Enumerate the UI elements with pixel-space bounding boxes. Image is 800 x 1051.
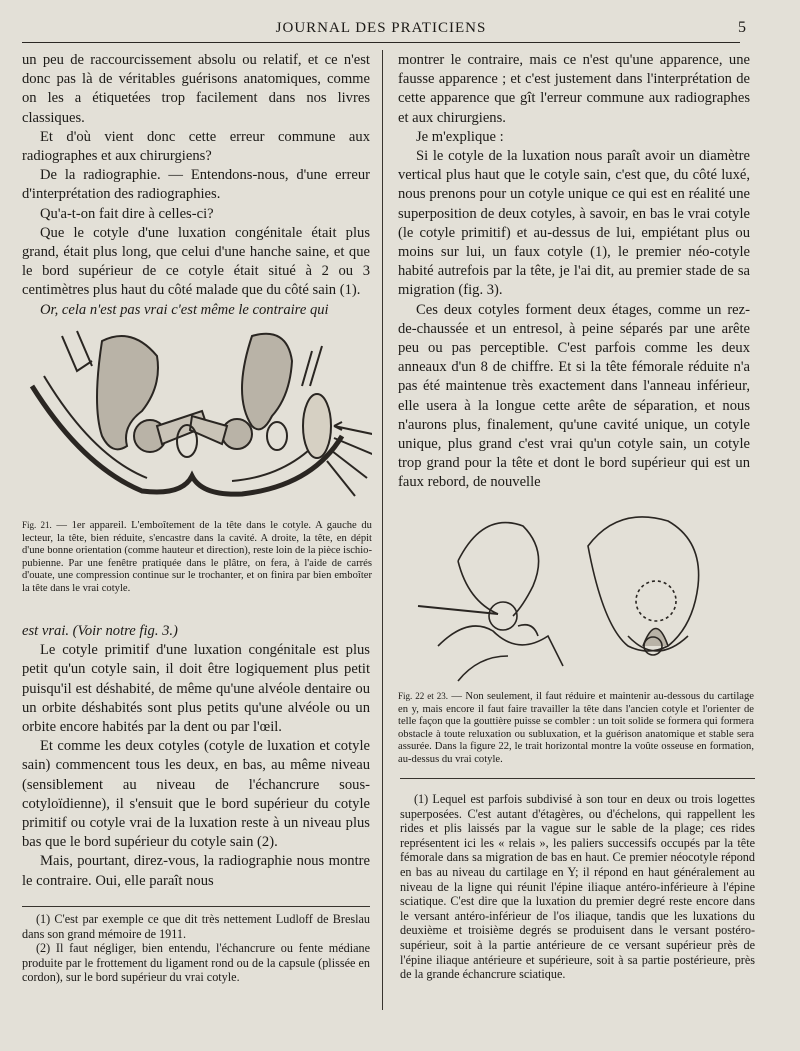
figure-21-caption <box>22 519 372 596</box>
paragraph: montrer le contraire, mais ce n'est qu'une apparence, une fausse apparence ; et c'est justement dans l'interprétation de cette apparence que gît l'erreur commune aux radiographes et aux chirurgiens. <box>398 52 750 126</box>
paragraph: Et d'où vient donc cette erreur commune aux radiographes et aux chirurgiens? <box>22 128 370 165</box>
caption-text: — 1er appareil. L'emboîtement de la tête dans le cotyle. A gauche du lecteur, la tête, bien réduite, s'encastre dans la cavité. A droite, la tête, en dépit d'une bonne orientation (comme hauteur et direction), reste loin de la pièce ischio-pubienne. Par une fenêtre pratiquée dans le plâtre, on fera, à l'aide de carrés d'ouate, une compression continue sur le trochanter, et on finira par bien emboîter la tête dans le vrai cotyle. <box>22 520 372 594</box>
footnote: (1) Lequel est parfois subdivisé à son tour en deux ou trois logettes superposées. C'est autant d'étagères, ou d'échelons, qui rappellent les rides et plis laissés par la vague sur le sable de la plage; ces rides représentent ici les « relais », les paliers successifs occupés par la tête fémorale dans sa migration de bas en haut. Ce premier néocotyle répond en bas au niveau du cartilage en Y; il répond en haut généralement au niveau de la ligne qui réunit l'épine iliaque antéro-inférieure à l'épine sciatique. C'est dire que la luxation du premier degré reste encore dans le versant antéro-inférieur de l'os iliaque, tandis que les luxations du deuxième et troisième degrés se produisent dans le versant postéro-supérieur, soit à la partie antérieure de ce versant supérieur près de l'épine iliaque antérieure et supérieure, soit à sa partie postérieure, près de la grande échancrure sciatique. <box>400 792 755 982</box>
page-header <box>22 16 746 42</box>
paragraph: Ces deux cotyles forment deux étages, comme un rez-de-chaussée et un entresol, à peine séparés par une arête peu ou pas perceptible. C'est parfois comme les deux anneaux d'un 8 de chiffre. Et si la tête fémorale réduite n'a pas été maintenue très exactement dans l'anneau inférieur, elle usera à la longue cette arête de séparation, et nous n'aurons plus, finalement, qu'une cavité unique, un cotyle unique, plus grand c'est vrai qu'un cotyle sain, un cotyle trop grand pour la tête et dont le bord supérieur qui est un faux rebord, de nouvelle <box>398 301 750 491</box>
left-column-bottom <box>22 622 370 891</box>
paragraph: Et comme les deux cotyles (cotyle de luxation et cotyle sain) commencent tous les deux, en bas, au même niveau (sensiblement au niveau de l'échancrure sous-cotyloïdienne), il s'ensuit que le bord supérieur du cotyle primitif ou cotyle vrai de la luxation reste à un niveau plus bas que le bord supérieur du cotyle sain (2). <box>22 738 370 851</box>
right-column-top <box>398 51 750 493</box>
footnote-rule <box>22 906 370 907</box>
figure-22-23-illustration <box>398 506 758 691</box>
paragraph: Qu'a-t-on fait dire à celles-ci? <box>40 205 214 222</box>
paragraph: De la radiographie. — Entendons-nous, d'une erreur d'interprétation des radiographies. <box>22 167 370 203</box>
paragraph: Je m'explique : <box>416 128 504 145</box>
figure-label: Fig. 21. <box>22 520 52 530</box>
hip-joint-drawings <box>398 506 758 686</box>
left-column-top <box>22 51 370 320</box>
footnote-right <box>400 792 755 982</box>
hip-cast-drawing <box>22 316 372 516</box>
paragraph-italic: Or, cela n'est pas vrai c'est même le contraire qui <box>40 301 329 318</box>
page-number: 5 <box>738 19 746 36</box>
paragraph: Le cotyle primitif d'une luxation congénitale est plus petit qu'un cotyle sain, il doit être logiquement plus petit puisqu'il est déshabité, de même qu'une alvéole dentaire ou un orbite déshabités sont plus petits qu'une alvéole ou un orbite encore habités par la dent ou par l'œil. <box>22 642 370 736</box>
footnote: (2) Il faut négliger, bien entendu, l'échancrure ou fente médiane produite par le frottement du ligament rond ou de la capsule (plissée en cordon), sur le bord supérieur du vrai cotyle. <box>22 941 370 985</box>
journal-title: JOURNAL DES PRATICIENS <box>275 20 487 36</box>
paragraph: Que le cotyle d'une luxation congénitale était plus grand, était plus long, que celui d'une hanche saine, et que le bord supérieur de ce cotyle était situé à 2 ou 3 centimètres plus haut du côté malade que du côté sain (1). <box>22 224 370 299</box>
footnote: (1) C'est par exemple ce que dit très nettement Ludloff de Breslau dans son grand mémoire de 1911. <box>22 912 370 941</box>
paragraph-italic: est vrai. (Voir notre fig. 3.) <box>22 623 178 639</box>
paragraph: Mais, pourtant, direz-vous, la radiographie nous montre le contraire. Oui, elle paraît nous <box>22 853 370 889</box>
paragraph: un peu de raccourcissement absolu ou relatif, et ce n'est donc pas là de véritables guérisons anatomiques, comme on les a étiquetées trop facilement dans nos livres classiques. <box>22 52 370 126</box>
figure-22-23-caption <box>398 690 754 767</box>
header-rule <box>22 42 740 43</box>
footnotes-left <box>22 912 370 985</box>
figure-21-illustration <box>22 316 372 521</box>
caption-text: — Non seulement, il faut réduire et maintenir au-dessous du cartilage en y, mais encore il faut faire travailler la tête dans l'ancien cotyle et l'orienter de telle façon que la gouttière puisse se combler : un toit solide se formera qui formera obstacle à toute reluxation ou subluxation, et la guérison anatomique et stable sera assurée. Dans la figure 22, le trait horizontal montre la voûte osseuse en formation, au-dessus du vrai cotyle. <box>398 691 754 765</box>
footnote-rule <box>400 778 755 779</box>
figure-label: Fig. 22 et 23. <box>398 691 449 701</box>
paragraph: Si le cotyle de la luxation nous paraît avoir un diamètre vertical plus haut que le cotyle sain, c'est que, du côté luxé, nous prenons pour un cotyle unique ce qui est en réalité une superposition de deux cotyles, à savoir, en bas le vrai cotyle (le cotyle primitif) et au-dessus de lui, empiétant plus ou moins sur lui, un faux cotyle (1), le premier néo-cotyle habité autrefois par la tête, je l'ai dit, au premier stade de sa migration (fig. 3). <box>398 148 750 299</box>
column-divider <box>382 50 383 1010</box>
